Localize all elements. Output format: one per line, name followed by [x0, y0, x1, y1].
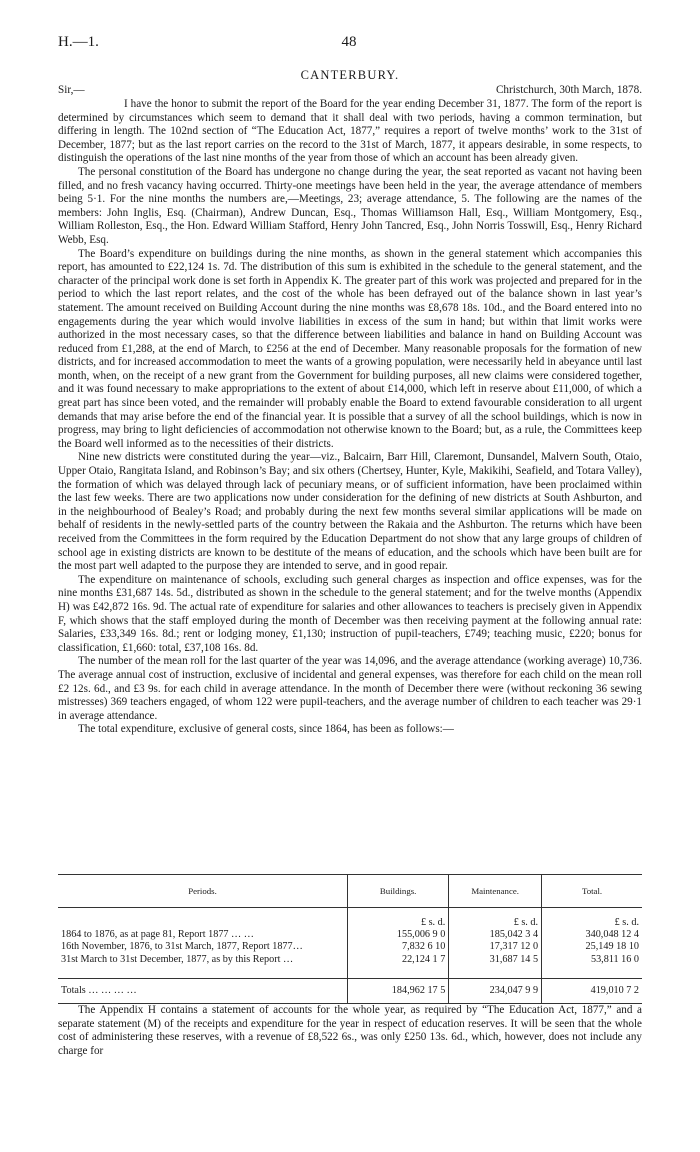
place-date: Christchurch, 30th March, 1878.	[495, 84, 642, 96]
totals-row	[58, 978, 642, 1003]
expenditure-table	[58, 874, 642, 1004]
table-cell: 31st March to 31st December, 1877, as by this Report …	[58, 953, 348, 965]
paragraph: The expenditure on maintenance of schools, excluding such general charges as inspection and office expenses, was for the nine months £31,687 14s. 5d., distributed as shown in the schedule to the general statement; and for the twelve months (Appendix H) was £42,872 16s. 9d. The actual rate of expenditure for salaries and other allowances to teachers is precisely given in Appendix F, which shows that the staff employed during the month of December was then receiving payment at the following annual rate: Salaries, £33,349 16s. 8d.; rent or lodging money, £1,130; instruction of pupil-teachers, £749; teaching music, £220; bonus for classification, £1,660: total, £37,108 16s. 8d.	[58, 573, 642, 654]
paragraph: The Appendix H contains a statement of accounts for the whole year, as required by “The Education Act, 1877,” and a separate statement (M) of the receipts and expenditure for the year in respect of education reserves. It will be seen that the whole cost of administering these reserves, with a revenue of £8,522 6s., was only £250 13s. 6d., which, however, does not include any charge for	[58, 1004, 642, 1057]
paragraph: The number of the mean roll for the last quarter of the year was 14,096, and the average attendance (working average) 10,736. The average annual cost of instruction, exclusive of incidental and general expenses, was therefore for each child on the mean roll £2 12s. 6d., and £3 9s. for each child in average attendance. In the month of December there were (without reckoning 36 sewing mistresses) 369 teachers engaged, of whom 122 were pupil-teachers, and the average number of children to each teacher was 29·1 in average attendance.	[58, 655, 642, 722]
table-row	[58, 941, 642, 953]
table-cell: 155,006 9 0	[348, 928, 449, 940]
paragraph: The personal constitution of the Board has undergone no change during the year, the seat reported as vacant not having been filled, and no fresh vacancy having occurred. Thirty-one meetings have been held in the year, the average attendance of members being 5·1. For the nine months the numbers are,—Meetings, 23; average attendance, 5. The following are the names of the members: John Inglis, Esq. (Chairman), Andrew Duncan, Esq., Thomas Williamson Hall, Esq., William Montgomery, Esq., William Rolleston, Esq., the Hon. Edward William Stafford, Henry John Tancred, Esq., John Norris Tosswill, Esq., Henry Richard Webb, Esq.	[58, 165, 642, 246]
table-cell: £ s. d.	[348, 908, 449, 929]
table-cell: 234,047 9 9	[449, 978, 542, 1003]
table-cell: £ s. d.	[614, 916, 639, 928]
table-cell: 31,687 14 5	[449, 953, 542, 965]
table-cell: 53,811 16 0	[590, 953, 639, 965]
table-cell	[58, 908, 348, 929]
table-cell: 419,010 7 2	[542, 978, 642, 1003]
table-cell: 16th November, 1876, to 31st March, 1877, Report 1877…	[58, 941, 348, 953]
page-number: 48	[341, 34, 357, 50]
paragraph: I have the honor to submit the report of the Board for the year ending December 31, 1877. The form of the report is determined by circumstances which seem to demand that it shall deal with two periods, having a common termination, but differing in length. The 102nd section of “The Education Act, 1877,” requires a report of twelve months’ work to the 31st of December, 1877; but as the last report carries on the record to the 31st of March, 1877, it appears desirable, in some respects, to distinguish the operations of the last nine months of the year from those of which an account has been already given.	[58, 98, 642, 165]
table-cell: 17,317 12 0	[449, 941, 542, 953]
column-header-total: Total.	[542, 875, 642, 908]
paragraph: Nine new districts were constituted during the year—viz., Balcairn, Barr Hill, Claremont, Dunsandel, Malvern South, Otaio, Upper Otaio, Rangitata Island, and Robinson’s Bay; and six others (Chertsey, Hunter, Kyle, Makikihi, Seafield, and Totara Valley), the formation of which was delayed through lack of pecuniary means, or of sufficient information, have been proclaimed within the last few weeks. There are two applications now under consideration for the defining of new districts at South Ashburton, and in the neighbourhood of Bealey’s Road; and probably during the next few months several similar applications will be made on behalf of residents in the newly-settled parts of the country between the Rakaia and the Ashburton. The returns which have been received from the Committees in the form required by the Education Department do not show that any large groups of children of school age in existing districts are known to be destitute of the means of education, and the schools which have been built are for the most part well adapted to the purpose they are intended to serve, and in good repair.	[58, 451, 642, 573]
table-cell: Totals … … … …	[58, 978, 348, 1003]
table-cell: 22,124 1 7	[348, 953, 449, 965]
column-header-periods: Periods.	[58, 875, 348, 908]
paragraph: The Board’s expenditure on buildings during the nine months, as shown in the general statement which accompanies this report, has amounted to £22,124 1s. 7d. The distribution of this sum is exhibited in the schedule to the general statement, and the character of the principal work done is set forth in Appendix K. The greater part of this work was projected and prepared for in the period to which the last report relates, and the cost of the whole has been defrayed out of the balance shown in last year’s statement. The amount received on Building Account during the nine months was £8,678 18s. 10d., and the Board entered into no engagements during the year which would involve liabilities in excess of the sum in hand; but within that limit works were authorized in the most necessary cases, so that the difference between liabilities and balance in hand on Building Account was reduced from £1,288, at the end of March, to £256 at the end of December. Many reasonable proposals for the formation of new districts, and for increased accommodation to meet the wants of a growing population, were necessarily held in abeyance until last month, when, on the receipt of a new grant from the Government for building purposes, all new claims were considered together, and it was found necessary to make appropriations to the extent of about £14,000, which left in reserve about £11,000, of which a great part has since been voted, and the remainder will probably enable the Board to extend favourable consideration to all urgent demands that may arise before the end of the financial year. It is possible that a survey of all the school buildings, which is now in progress, may bring to light deficiencies of accommodation not otherwise known to the Board; but, as a rule, the Committees keep the Board well informed as to the necessities of their districts.	[58, 247, 642, 450]
table-row	[58, 953, 642, 965]
page-header	[58, 34, 640, 56]
table-cell: 1864 to 1876, as at page 81, Report 1877 … …	[58, 928, 348, 940]
units-row	[58, 908, 642, 929]
section-title: CANTERBURY.	[300, 68, 400, 82]
column-header-maintenance: Maintenance.	[449, 875, 542, 908]
table-row	[58, 928, 642, 940]
post-table-text	[58, 1004, 642, 1058]
table-cell: 25,149 18 10	[585, 941, 639, 953]
table-cell: £ s. d.	[449, 908, 542, 929]
table-cell: 340,048 12 4	[585, 929, 639, 941]
document-reference: H.—1.	[58, 34, 99, 50]
report-body	[58, 98, 642, 737]
table-cell: 185,042 3 4	[449, 928, 542, 940]
paragraph: The total expenditure, exclusive of general costs, since 1864, has been as follows:—	[78, 723, 454, 736]
table-spacer-row	[58, 966, 642, 979]
column-header-buildings: Buildings.	[348, 875, 449, 908]
table-cell: 184,962 17 5	[348, 978, 449, 1003]
salutation: Sir,—	[58, 84, 85, 96]
table-cell: 7,832 6 10	[348, 941, 449, 953]
table-header-row	[58, 875, 642, 908]
